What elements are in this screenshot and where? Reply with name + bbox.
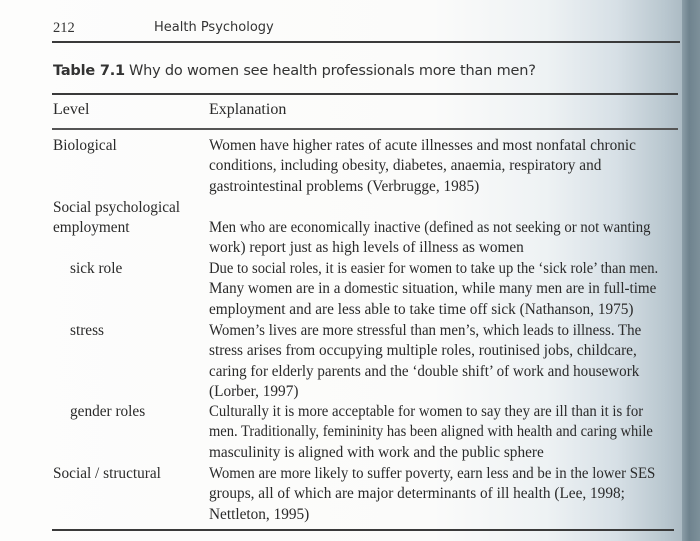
table-bottom-rule [52, 529, 674, 531]
explanation-line: Women have higher rates of acute illnesses and most nonfatal chronic [209, 137, 636, 154]
explanation-line-text: Men who are economically inactive (defined as not seeking or not wanting [209, 219, 651, 236]
row-explanation [209, 218, 679, 259]
explanation-line [209, 321, 679, 341]
explanation-line: groups, all of which are major determinants of ill health (Lee, 1998; [209, 485, 625, 503]
row-level: Social / structural [53, 465, 161, 482]
running-head [53, 18, 678, 40]
table-header-rule [52, 128, 678, 130]
row-level: Biological [53, 137, 117, 154]
table-caption-text: Why do women see health professionals more than men? [128, 63, 536, 79]
row-level: employment [53, 219, 130, 236]
row-explanation [209, 259, 679, 320]
explanation-line-text: men. Traditionally, femininity has been aligned with health and caring while [209, 423, 653, 441]
row-level: gender roles [70, 403, 146, 420]
explanation-line: conditions, including obesity, diabetes, anaemia, respiratory and [209, 157, 602, 175]
row-explanation [209, 464, 679, 525]
row-level: sick role [70, 260, 123, 277]
row-explanation [209, 136, 679, 197]
table-top-rule [52, 93, 678, 95]
explanation-line-text: Women’s lives are more stressful than men’s, which leads to illness. The [209, 322, 642, 339]
table-caption [53, 63, 536, 79]
explanation-line-text: Many women are in a domestic situation, while many men are in full-time [209, 280, 657, 298]
explanation-line [209, 259, 679, 279]
explanation-line-text: Women are more likely to suffer poverty, earn less and be in the lower SES [209, 465, 656, 482]
explanation-line [209, 218, 679, 238]
explanation-line: Nettleton, 1995) [209, 505, 310, 523]
row-explanation [209, 321, 679, 402]
explanation-line [209, 422, 679, 442]
explanation-line: gastrointestinal problems (Verbrugge, 1985) [209, 177, 480, 195]
page-binding-shadow [682, 0, 700, 541]
row-level: Social psychological [53, 199, 181, 216]
explanation-line-text: caring for elderly parents and the ‘double shift’ of work and housework [209, 362, 640, 380]
explanation-line [209, 464, 679, 484]
header-rule [52, 41, 680, 43]
explanation-line [209, 279, 679, 299]
explanation-line: (Lorber, 1997) [209, 382, 299, 400]
explanation-line: work) report just as high levels of illness as women [209, 239, 524, 257]
explanation-line: employment and are less able to take time off sick (Nathanson, 1975) [209, 300, 634, 318]
explanation-line: masculinity is aligned with work and the public sphere [209, 443, 544, 461]
page-number: 212 [53, 20, 75, 36]
row-explanation [209, 402, 679, 463]
explanation-line-text: Due to social roles, it is easier for women to take up the ‘sick role’ than men. [209, 260, 659, 277]
explanation-line [209, 402, 679, 422]
explanation-line-text: Culturally it is more acceptable for women to say they are ill than it is for [209, 403, 644, 420]
column-header-level: Level [53, 101, 90, 118]
book-title: Health Psychology [154, 20, 274, 35]
row-level: stress [70, 322, 104, 339]
table-label: Table 7.1 [53, 63, 125, 79]
explanation-line: stress arises from occupying multiple roles, routinised jobs, childcare, [209, 342, 637, 360]
column-header-explanation: Explanation [209, 101, 287, 118]
explanation-line [209, 362, 679, 382]
